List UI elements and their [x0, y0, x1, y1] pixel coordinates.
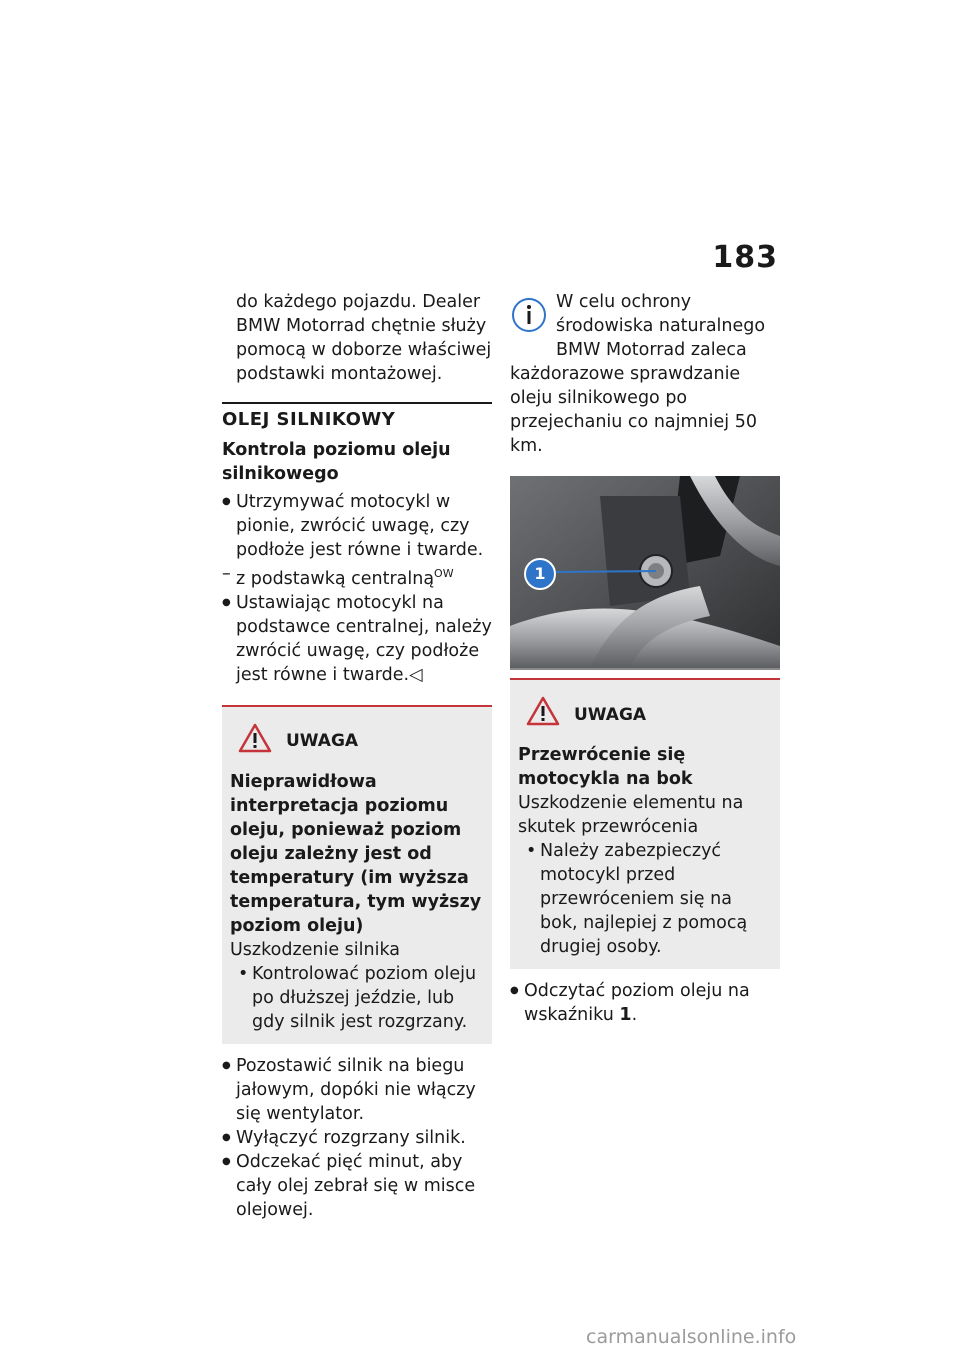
list-item-dash [222, 562, 492, 591]
intro-line: BMW Motorrad chętnie służy [236, 316, 487, 336]
callout-reference: 1 [619, 1005, 632, 1025]
warning-label: UWAGA [286, 731, 359, 752]
engine-photo [510, 476, 780, 670]
bullet-text: Odczytać poziom oleju na wskaźniku [524, 981, 750, 1025]
intro-line: podstawki montażowej. [236, 364, 443, 384]
callout-marker: 1 [524, 558, 556, 590]
info-text: W celu ochrony środowiska naturalnego BMW Motorrad zaleca każdorazowe sprawdzanie oleju silnikowego po przejechaniu co najmniej 50 km. [510, 292, 766, 456]
list-item [510, 979, 780, 1027]
list-item: ● Utrzymywać motocykl w pionie, zwrócić uwagę, czy podłoże jest równe i twarde. [222, 490, 492, 562]
footer-watermark: carmanualsonline.info [586, 1326, 797, 1348]
warning-header [230, 723, 484, 760]
intro-line: do każdego pojazdu. Dealer [236, 292, 481, 312]
warning-consequence: Uszkodzenie elementu na skutek przewrócenia [518, 793, 744, 837]
left-column [222, 290, 492, 1222]
intro-paragraph [222, 290, 492, 386]
warning-label: UWAGA [574, 704, 647, 725]
warning-action: • Należy zabezpieczyć motocykl przed przewróceniem się na bok, najlepiej z pomocą drugiej osoby. [518, 839, 772, 959]
info-icon [510, 296, 548, 341]
warning-header [518, 696, 772, 733]
list-item: ● Odczekać pięć minut, aby cały olej zebrał się w misce olejowej. [222, 1150, 492, 1222]
subsection-title: Kontrola poziomu oleju silnikowego [222, 440, 451, 484]
list-item: ● Pozostawić silnik na biegu jałowym, dopóki nie włączy się wentylator. [222, 1054, 492, 1126]
section-divider [222, 402, 492, 432]
list-item: ● Wyłączyć rozgrzany silnik. [222, 1126, 492, 1150]
warning-icon [238, 723, 272, 760]
list-item: ● Ustawiając motocykl na podstawce centralnej, należy zwrócić uwagę, czy podłoże jest równe i twarde.◁ [222, 591, 492, 687]
warning-box [222, 705, 492, 1044]
warning-heading: Nieprawidłowa interpretacja poziomu oleju, ponieważ poziom oleju zależny jest od temperatury (im wyższa temperatura, tym wyższy poziom oleju) [230, 771, 482, 936]
dash-superscript: OW [434, 567, 454, 580]
bullet-end: . [631, 1005, 638, 1025]
warning-heading: Przewrócenie się motocykla na bok [518, 745, 693, 789]
intro-line: pomocą w doborze właściwej [236, 340, 492, 360]
warning-action: • Kontrolować poziom oleju po dłuższej jeździe, lub gdy silnik jest rozgrzany. [230, 962, 484, 1034]
dash-text: z podstawką centralną [236, 568, 435, 589]
warning-consequence: Uszkodzenie silnika [230, 939, 401, 960]
section-title: OLEJ SILNIKOWY [222, 409, 396, 430]
page-number: 183 [712, 240, 778, 275]
warning-icon [526, 696, 560, 733]
right-column [510, 290, 780, 1027]
info-note [510, 290, 780, 458]
warning-box [510, 678, 780, 969]
